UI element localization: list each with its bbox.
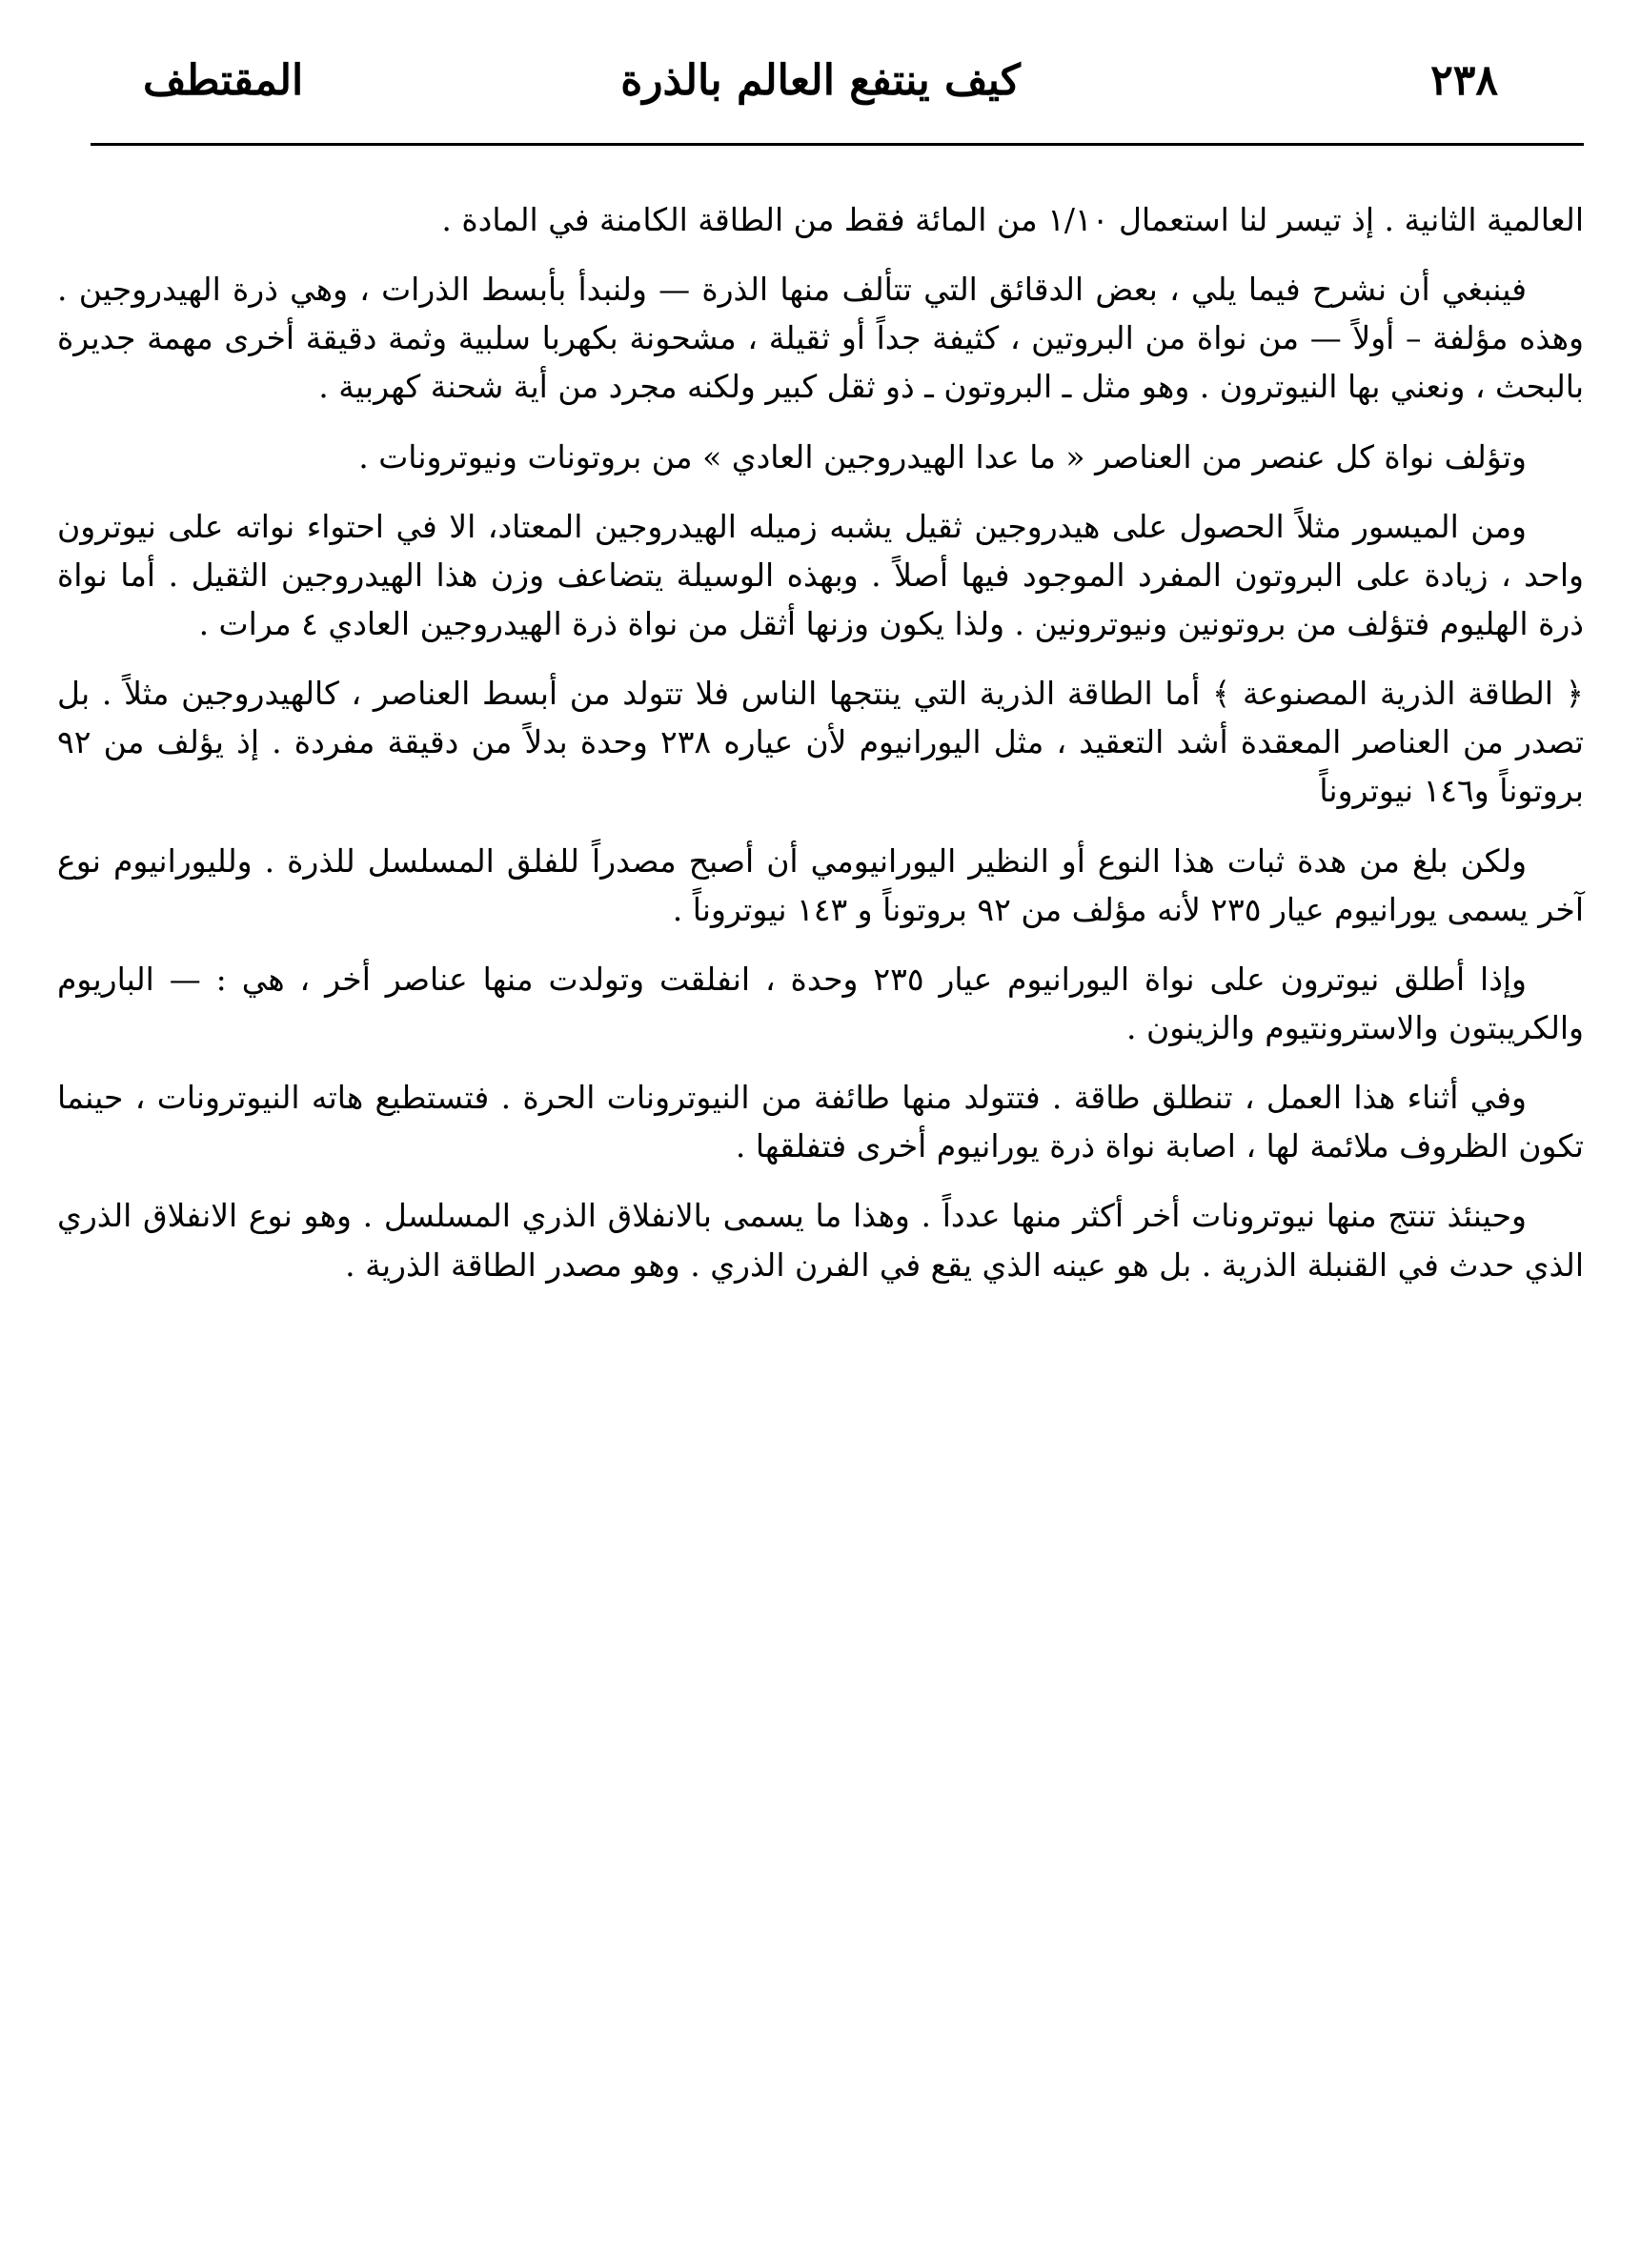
paragraph: فينبغي أن نشرح فيما يلي ، بعض الدقائق التي تتألف منها الذرة — ولنبدأ بأبسط الذرات ، وهي ذرة الهيدروجين . وهذه مؤلفة – أولاً — من نواة من البروتين ، كثيفة جداً أو ثقيلة ، مشحونة بكهربا سلبية وثمة دقيقة أخرى مهمة جديرة بالبحث ، ونعني بها النيوترون . وهو مثل ـ البروتون ـ ذو ثقل كبير ولكنه مجرد من أية شحنة كهربية . xyxy=(57,271,1584,406)
article-body xyxy=(57,195,1584,1310)
running-title: كيف ينتفع العالم بالذرة xyxy=(620,56,1021,105)
paragraph: وتؤلف نواة كل عنصر من العناصر « ما عدا الهيدروجين العادي » من بروتونات ونيوترونات . xyxy=(358,437,1527,476)
paragraph: وحينئذ تنتج منها نيوترونات أخر أكثر منها عدداً . وهذا ما يسمى بالانفلاق الذري المسلسل . وهو نوع الانفلاق الذري الذي حدث في القنبلة الذرية . بل هو عينه الذي يقع في الفرن الذري . وهو مصدر الطاقة الذرية . xyxy=(57,1197,1584,1284)
paragraph: ﴿ الطاقة الذرية المصنوعة ﴾ أما الطاقة الذرية التي ينتجها الناس فلا تتولد من أبسط العناصر ، كالهيدروجين مثلاً . بل تصدر من العناصر المعقدة أشد التعقيد ، مثل اليورانيوم لأن عياره ٢٣٨ وحدة بدلاً من دقيقة مفردة . إذ يؤلف من ٩٢ بروتوناً و١٤٦ نيوتروناً xyxy=(57,675,1584,810)
paragraph: ومن الميسور مثلاً الحصول على هيدروجين ثقيل يشبه زميله الهيدروجين المعتاد، الا في احتواء نواته على نيوترون واحد ، زيادة على البروتون المفرد الموجود فيها أصلاً . وبهذه الوسيلة يتضاعف وزن هذا الهيدروجين الثقيل . أما نواة ذرة الهليوم فتؤلف من بروتونين ونيوترونين . ولذا يكون وزنها أثقل من نواة ذرة الهيدروجين العادي ٤ مرات . xyxy=(57,507,1584,642)
paragraph: وفي أثناء هذا العمل ، تنطلق طاقة . فتتولد منها طائفة من النيوترونات الحرة . فتستطيع هاته النيوترونات ، حينما تكون الظروف ملائمة لها ، اصابة نواة ذرة يورانيوم أخرى فتفلقها . xyxy=(57,1079,1584,1165)
paragraph: ولكن بلغ من هدة ثبات هذا النوع أو النظير اليورانيومي أن أصبح مصدراً للفلق المسلسل للذرة . ولليورانيوم نوع آخر يسمى يورانيوم عيار ٢٣٥ لأنه مؤلف من ٩٢ بروتوناً و ١٤٣ نيوتروناً . xyxy=(57,841,1584,928)
paragraph: العالمية الثانية . إذ تيسر لنا استعمال ١/١٠ من المائة فقط من الطاقة الكامنة في المادة . xyxy=(441,201,1584,238)
paragraph: وإذا أطلق نيوترون على نواة اليورانيوم عيار ٢٣٥ وحدة ، انفلقت وتولدت منها عناصر أخر ، هي : — الباريوم والكريبتون والاسترونتيوم والزينون . xyxy=(57,960,1584,1046)
journal-name: المقتطف xyxy=(143,56,304,105)
header-rule xyxy=(91,143,1584,146)
page-number: ٢٣٨ xyxy=(1430,56,1498,105)
page-header xyxy=(143,48,1498,114)
